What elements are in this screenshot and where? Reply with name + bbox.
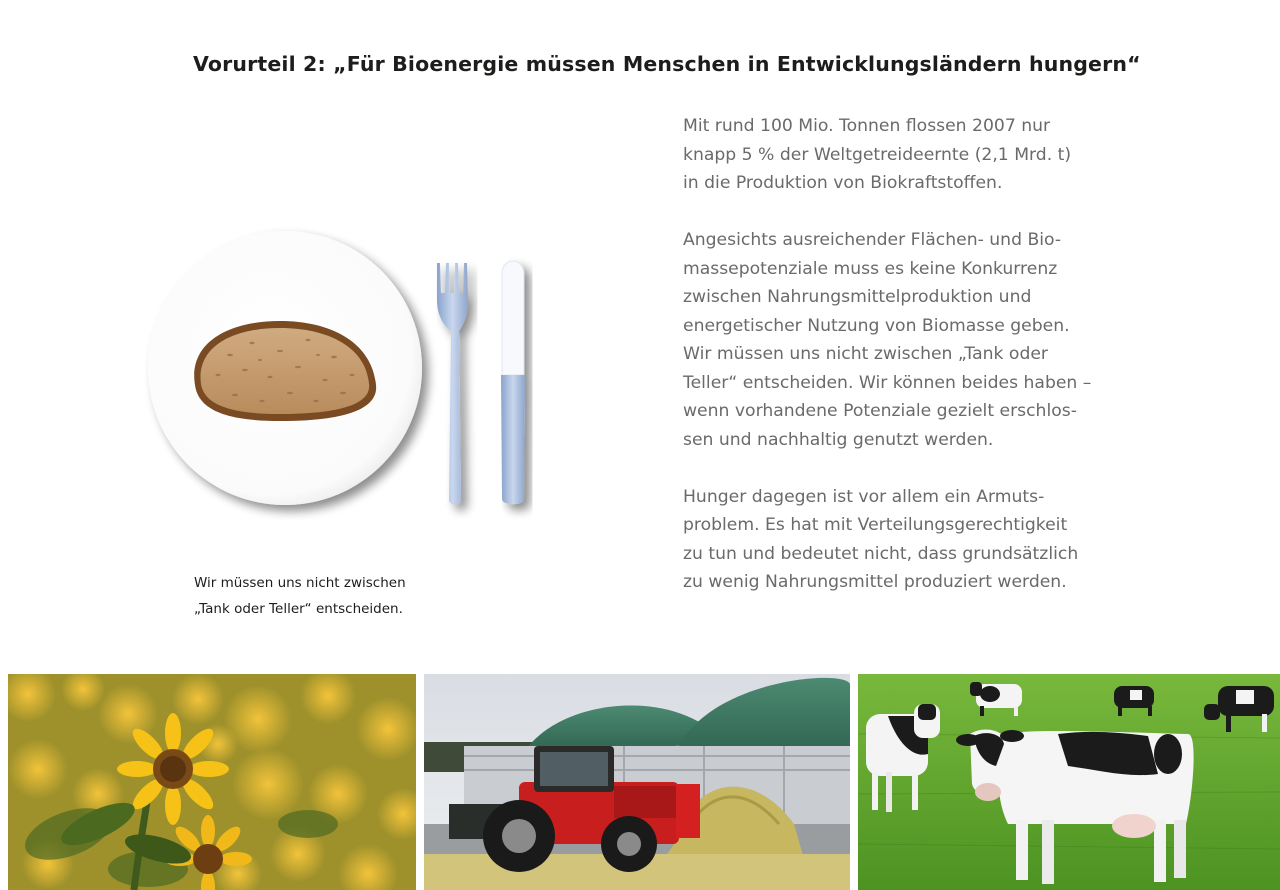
body-text bbox=[683, 112, 1243, 625]
text-line: in die Produktion von Biokraftstoffen. bbox=[683, 173, 1003, 193]
caption-line: Wir müssen uns nicht zwischen bbox=[194, 575, 406, 591]
text-line: Hunger dagegen ist vor allem ein Armuts- bbox=[683, 486, 1045, 507]
text-line: Angesichts ausreichender Flächen- und Bio- bbox=[683, 230, 1062, 250]
text-line: zu wenig Nahrungsmittel produziert werden. bbox=[683, 572, 1067, 592]
plate-cutlery-illustration bbox=[140, 225, 540, 520]
paragraph-2 bbox=[683, 226, 1243, 454]
text-line: energetischer Nutzung von Biomasse geben. bbox=[683, 315, 1070, 336]
cows-pasture-photo bbox=[858, 674, 1280, 890]
text-line: Mit rund 100 Mio. Tonnen flossen 2007 nur bbox=[683, 116, 1051, 136]
page-title: Vorurteil 2: „Für Bioenergie müssen Menschen in Entwicklungsländern hungern“ bbox=[193, 52, 1141, 76]
paragraph-1 bbox=[683, 112, 1243, 198]
text-line: sen und nachhaltig genutzt werden. bbox=[683, 429, 994, 450]
paragraph-3 bbox=[683, 483, 1243, 597]
knife-icon bbox=[501, 261, 525, 504]
text-line: massepotenziale muss es keine Konkurrenz bbox=[683, 258, 1058, 279]
tractor-biogas-plant-photo bbox=[424, 674, 850, 890]
text-line: zwischen Nahrungsmittelproduktion und bbox=[683, 287, 1032, 307]
text-line: wenn vorhandene Potenziale gezielt erschlos- bbox=[683, 401, 1077, 421]
text-line: Teller“ entscheiden. Wir können beides haben – bbox=[683, 372, 1092, 393]
sunflower-field-photo bbox=[8, 674, 416, 890]
text-line: zu tun und bedeutet nicht, dass grundsätzlich bbox=[683, 543, 1079, 564]
text-line: knapp 5 % der Weltgetreideernte (2,1 Mrd. t) bbox=[683, 144, 1072, 165]
text-line: Wir müssen uns nicht zwischen „Tank oder bbox=[683, 344, 1048, 364]
text-line: problem. Es hat mit Verteilungsgerechtigkeit bbox=[683, 515, 1068, 535]
illustration-caption bbox=[194, 570, 514, 622]
fork-icon bbox=[437, 263, 468, 505]
caption-line: „Tank oder Teller“ entscheiden. bbox=[194, 601, 403, 617]
